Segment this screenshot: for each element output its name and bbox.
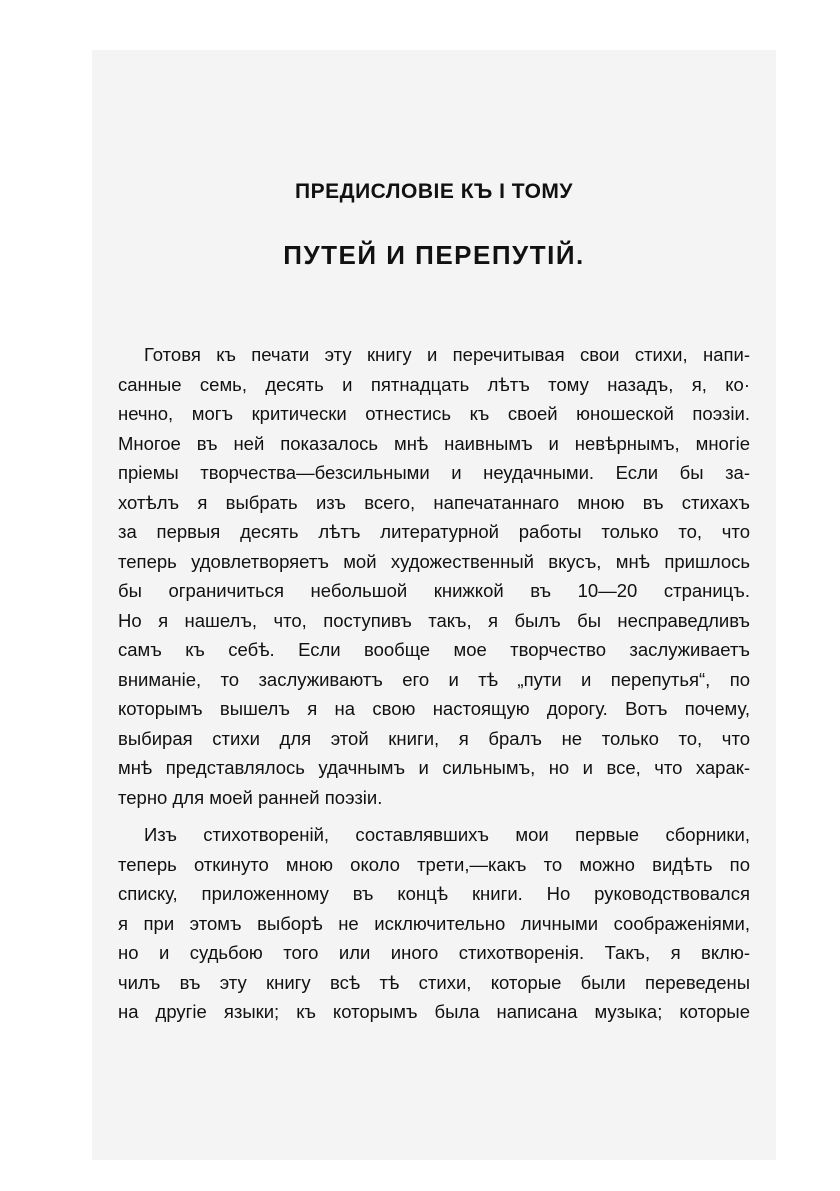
text-line: Многое въ ней показалось мнѣ наивнымъ и невѣрнымъ, многіе [118,432,750,454]
text-line: бы ограничиться небольшой книжкой въ 10—20 страницъ. [118,580,750,601]
text-line: санные семь, десять и пятнадцать лѣтъ тому назадъ, я, ко· [118,373,750,395]
book-title: ПУТЕЙ И ПЕРЕПУТІЙ. [283,240,585,270]
text-line: нечно, могъ критически отнестись къ своей юношеской поэзіи. [118,403,750,424]
body-text [118,340,750,1027]
text-line: пріемы творчества—безсильными и неудачными. Если бы за- [118,462,750,483]
text-line: за первыя десять лѣтъ литературной работы только то, что [118,521,750,542]
paragraph-1 [118,340,750,812]
text-line: выбирая стихи для этой книги, я бралъ не только то, что [118,727,750,749]
text-line: которымъ вышелъ я на свою настоящую дорогу. Вотъ почему, [118,698,750,719]
paragraph-gap [118,812,750,820]
text-line: я при этомъ выборѣ не исключительно личными соображеніями, [118,912,750,934]
text-line: списку, приложенному въ концѣ книги. Но руководствовался [118,883,750,904]
text-line: теперь удовлетворяетъ мой художественный вкусъ, мнѣ пришлось [118,550,750,572]
text-line: Но я нашелъ, что, поступивъ такъ, я былъ бы несправедливъ [118,609,750,631]
text-line: теперь откинуто мною около трети,—какъ то можно видѣть по [118,853,750,875]
text-line: чилъ въ эту книгу всѣ тѣ стихи, которые были переведены [118,971,750,993]
paragraph-2 [118,820,750,1027]
text-line: вниманіе, то заслуживаютъ его и тѣ „пути и перепутья“, по [118,668,750,690]
document-page [92,50,776,1160]
text-line: на другіе языки; къ которымъ была написана музыка; которые [118,1001,750,1022]
text-line: Изъ стихотвореній, составлявшихъ мои первые сборники, [144,824,750,845]
text-line: хотѣлъ я выбрать изъ всего, напечатаннаго мною въ стихахъ [118,491,750,513]
preface-title: ПРЕДИСЛОВІЕ КЪ I ТОМУ [295,180,573,203]
text-line: Готовя къ печати эту книгу и перечитывая свои стихи, напи- [144,344,750,365]
text-line: терно для моей ранней поэзіи. [118,786,383,808]
text-line: самъ къ себѣ. Если вообще мое творчество заслуживаетъ [118,639,750,660]
text-line: мнѣ представлялось удачнымъ и сильнымъ, но и все, что харак- [118,757,750,778]
text-line: но и судьбою того или иного стихотворенія. Такъ, я вклю- [118,942,750,963]
